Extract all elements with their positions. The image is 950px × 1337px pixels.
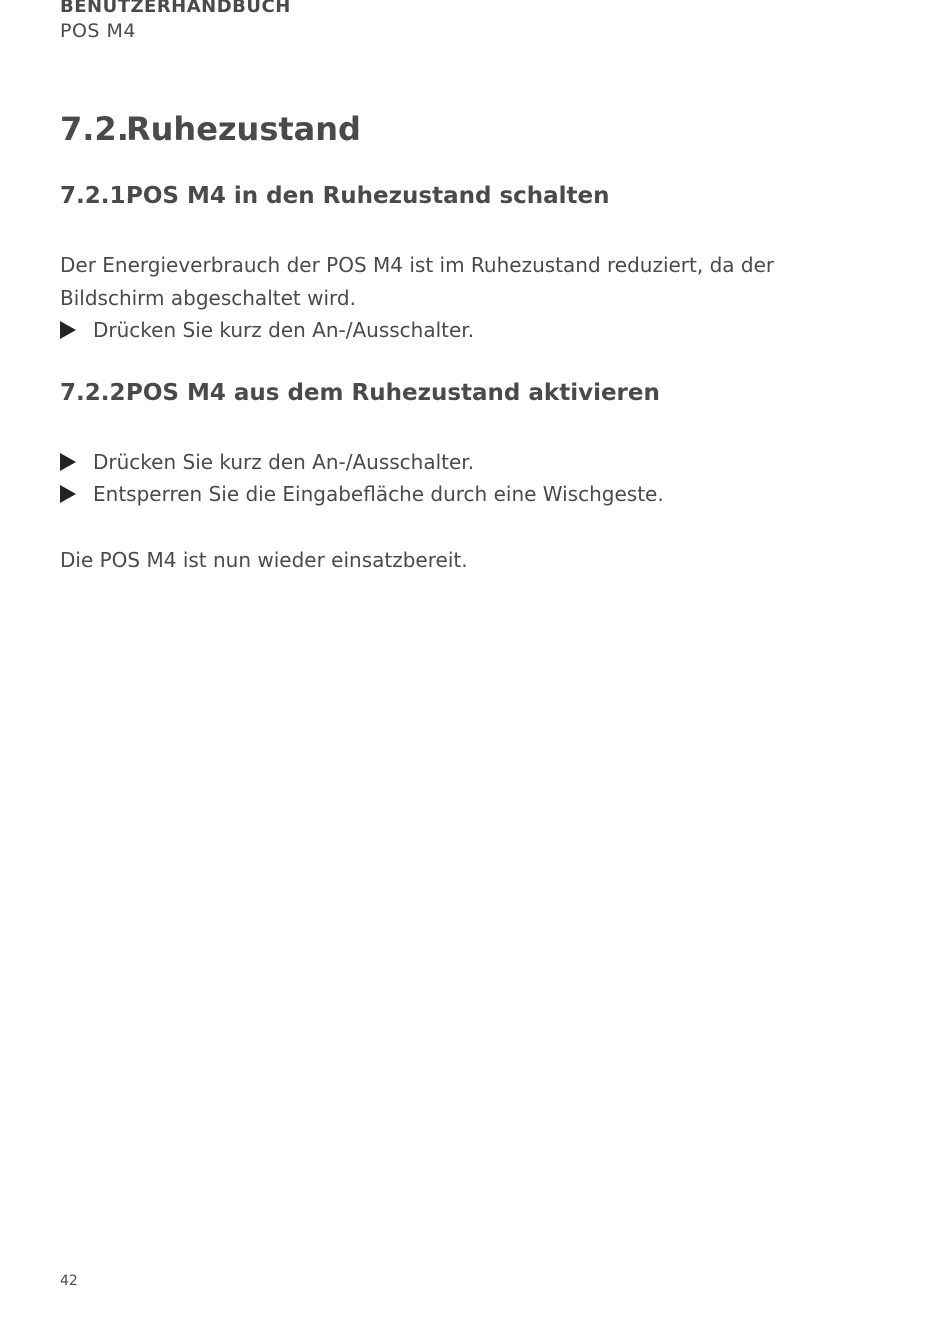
step-text: Entsperren Sie die Eingabefläche durch eine Wischgeste.: [93, 482, 664, 506]
header-product-name: POS M4: [60, 20, 136, 42]
section-number: 7.2.: [60, 110, 129, 148]
step-item: [60, 446, 474, 479]
step-text: Drücken Sie kurz den An-/Ausschalter.: [93, 318, 475, 342]
step-item: [60, 314, 474, 347]
section-heading: [60, 110, 361, 148]
step-item: [60, 478, 664, 511]
subsection-number-2: 7.2.2.: [60, 380, 135, 406]
subsection-title-2: POS M4 aus dem Ruhezustand aktivieren: [126, 380, 660, 406]
subsection-heading-1: [60, 183, 610, 209]
play-arrow-icon: [60, 321, 76, 339]
step-text: Drücken Sie kurz den An-/Ausschalter.: [93, 450, 475, 474]
play-arrow-icon: [60, 485, 76, 503]
subsection-number-1: 7.2.1.: [60, 183, 135, 209]
intro-paragraph: Der Energieverbrauch der POS M4 ist im Ruhezustand reduziert, da der Bildschirm abgeschaltet wird.: [60, 253, 775, 310]
play-arrow-icon: [60, 453, 76, 471]
page-number: 42: [60, 1273, 78, 1289]
section-title: Ruhezustand: [126, 110, 361, 148]
subsection-title-1: POS M4 in den Ruhezustand schalten: [126, 183, 610, 209]
result-paragraph: Die POS M4 ist nun wieder einsatzbereit.: [60, 548, 468, 572]
subsection-heading-2: [60, 380, 660, 406]
header-doc-type: BENUTZERHANDBUCH: [60, 0, 291, 17]
